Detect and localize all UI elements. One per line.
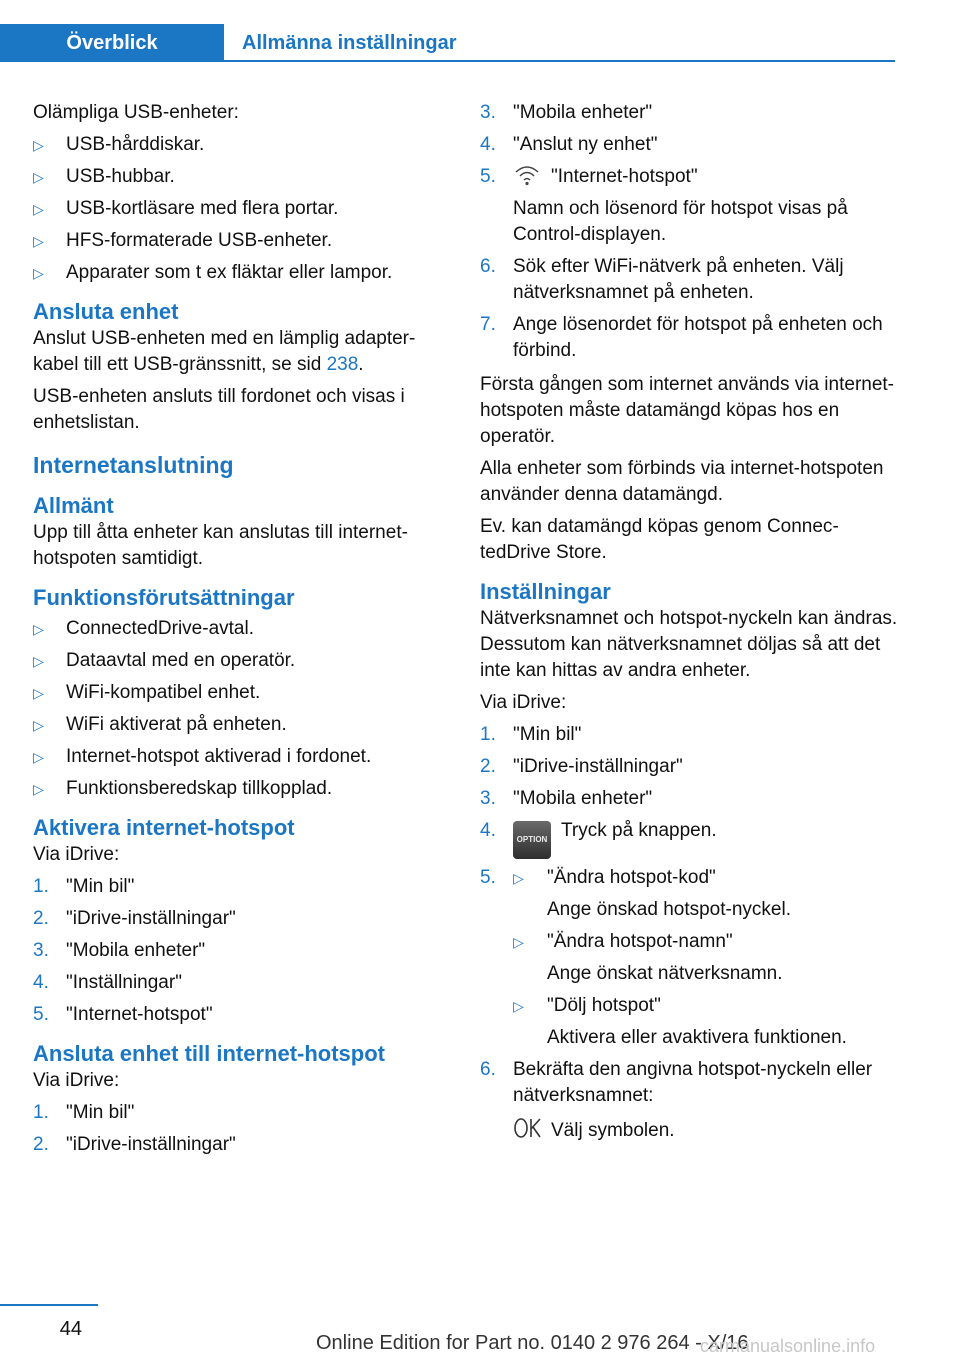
heading-connect-device: Ansluta enhet bbox=[33, 299, 179, 324]
left-column bbox=[33, 100, 443, 1166]
sub-option-description: Ange önskad hotspot-nyckel. bbox=[547, 899, 791, 920]
triangle-bullet-icon: ▷ bbox=[33, 717, 44, 733]
watermark: carmanualsonline.info bbox=[700, 1336, 876, 1356]
list-item: ▷ Apparater som t ex fläktar eller lampor. bbox=[33, 260, 443, 286]
step-item: 3. "Mobila enheter" bbox=[480, 102, 653, 123]
settings-via: Via iDrive: bbox=[480, 692, 567, 713]
list-item: ▷ Funktionsberedskap tillkopplad. bbox=[33, 776, 443, 802]
heading-connect-to-hotspot: Ansluta enhet till internet-hotspot bbox=[33, 1041, 385, 1066]
store-paragraph: Ev. kan datamängd köpas genom ConnectedDrive Store. bbox=[480, 516, 839, 563]
heading-settings: Inställningar bbox=[480, 579, 611, 604]
step-item: 1. "Min bil" bbox=[33, 1102, 135, 1123]
heading-general: Allmänt bbox=[33, 493, 114, 518]
list-item: ▷ WiFi aktiverat på enheten. bbox=[33, 712, 443, 738]
list-item: ▷ Dataavtal med en operatör. bbox=[33, 648, 443, 674]
connect-paragraph-2: USB-enheten ansluts till fordonet och visas i enhetslistan. bbox=[33, 386, 405, 433]
sub-option-description: Ange önskat nätverksnamn. bbox=[547, 963, 783, 984]
triangle-bullet-icon: ▷ bbox=[33, 233, 44, 249]
step-item: 2. "iDrive-inställningar" bbox=[480, 756, 683, 777]
activate-via: Via iDrive: bbox=[33, 844, 120, 865]
unsuitable-list bbox=[33, 132, 443, 286]
step-item: 6. Bekräfta den angivna hotspot-nyckeln eller nätverksnamnet: Välj symbolen. bbox=[480, 1057, 898, 1144]
list-item: ▷ USB-hubbar. bbox=[33, 164, 443, 190]
step-item: 4. "Inställningar" bbox=[33, 972, 182, 993]
triangle-bullet-icon: ▷ bbox=[33, 749, 44, 765]
step-item: 3. "Mobila enheter" bbox=[33, 940, 206, 961]
list-item: ▷ USB-kortläsare med flera portar. bbox=[33, 196, 443, 222]
triangle-bullet-icon: ▷ bbox=[33, 685, 44, 701]
settings-steps bbox=[480, 722, 898, 1144]
page-number: 44 bbox=[59, 1318, 82, 1340]
step-item: 3. "Mobila enheter" bbox=[480, 788, 653, 809]
general-paragraph: Upp till åtta enheter kan anslutas till internethotspoten samtidigt. bbox=[33, 522, 408, 569]
triangle-bullet-icon: ▷ bbox=[33, 137, 44, 153]
heading-internet-connection: Internetanslutning bbox=[33, 452, 234, 478]
sub-options-list bbox=[513, 865, 898, 1051]
footer-rule bbox=[0, 1304, 98, 1306]
triangle-bullet-icon: ▷ bbox=[33, 653, 44, 669]
step-description: Välj symbolen. bbox=[513, 1117, 898, 1144]
step-item: 1. "Min bil" bbox=[480, 724, 582, 745]
step-item: 1. "Min bil" bbox=[33, 876, 135, 897]
step-item: 5. "Internet-hotspot" Namn och lösenord för hotspot visas på Control-displayen. bbox=[480, 164, 898, 248]
activate-steps bbox=[33, 874, 443, 1028]
edition-note: Online Edition for Part no. 0140 2 976 264 - X/16 bbox=[316, 1332, 749, 1354]
sub-option: ▷ "Dölj hotspot" Aktivera eller avaktivera funktionen. bbox=[513, 993, 898, 1051]
triangle-bullet-icon: ▷ bbox=[513, 998, 524, 1014]
sub-option-description: Aktivera eller avaktivera funktionen. bbox=[547, 1027, 847, 1048]
step-description: Namn och lösenord för hotspot visas på Control-displayen. bbox=[513, 198, 848, 245]
step-item: 4. OPTION Tryck på knappen. bbox=[480, 818, 898, 859]
connect-hotspot-steps bbox=[33, 1100, 443, 1158]
list-item: ▷ WiFi-kompatibel enhet. bbox=[33, 680, 443, 706]
wifi-hotspot-icon bbox=[513, 164, 541, 186]
heading-activate-hotspot: Aktivera internet-hotspot bbox=[33, 815, 295, 840]
header-tabs bbox=[0, 24, 895, 62]
triangle-bullet-icon: ▷ bbox=[33, 169, 44, 185]
sub-option: ▷ "Ändra hotspot-kod" Ange önskad hotspot-nyckel. bbox=[513, 865, 898, 923]
tab-general-settings[interactable]: Allmänna inställningar bbox=[224, 24, 895, 62]
step-item: 6. Sök efter WiFi-nätverk på enheten. Välj nätverksnamnet på enheten. bbox=[480, 256, 844, 303]
sub-option: ▷ "Ändra hotspot-namn" Ange önskat nätverksnamn. bbox=[513, 929, 898, 987]
data-share-paragraph: Alla enheter som förbinds via internet-hotspoten använder denna datamängd. bbox=[480, 458, 884, 505]
data-purchase-paragraph: Första gången som internet används via internet-hotspoten måste datamängd köpas hos en operatör. bbox=[480, 374, 895, 447]
triangle-bullet-icon: ▷ bbox=[513, 870, 524, 886]
triangle-bullet-icon: ▷ bbox=[33, 781, 44, 797]
connect-paragraph-1: Anslut USB-enheten med en lämplig adapterkabel till ett USB-gränssnitt, se sid 238. bbox=[33, 328, 416, 375]
connect-hotspot-steps-cont bbox=[480, 100, 898, 364]
tab-overview[interactable]: Överblick bbox=[0, 24, 224, 62]
page-link[interactable]: 238 bbox=[326, 354, 359, 375]
settings-paragraph: Nätverksnamnet och hotspot-nyckeln kan ändras. Dessutom kan nätverksnamnet döljas så att det inte kan hittas av andra enheter. bbox=[480, 608, 898, 681]
triangle-bullet-icon: ▷ bbox=[33, 621, 44, 637]
triangle-bullet-icon: ▷ bbox=[33, 201, 44, 217]
list-item: ▷ HFS-formaterade USB-enheter. bbox=[33, 228, 443, 254]
step-item: 5. "Internet-hotspot" bbox=[33, 1004, 213, 1025]
step-item: 2. "iDrive-inställningar" bbox=[33, 908, 236, 929]
heading-requirements: Funktionsförutsättningar bbox=[33, 585, 295, 610]
option-button-icon: OPTION bbox=[513, 821, 551, 859]
triangle-bullet-icon: ▷ bbox=[33, 265, 44, 281]
list-item: ▷ Internet-hotspot aktiverad i fordonet. bbox=[33, 744, 443, 770]
connect-hotspot-via: Via iDrive: bbox=[33, 1070, 120, 1091]
step-item: 7. Ange lösenordet för hotspot på enheten och förbind. bbox=[480, 314, 883, 361]
list-item: ▷ USB-hårddiskar. bbox=[33, 132, 443, 158]
right-column bbox=[480, 100, 898, 1152]
triangle-bullet-icon: ▷ bbox=[513, 934, 524, 950]
unsuitable-intro: Olämpliga USB-enheter: bbox=[33, 102, 239, 123]
step-item: 2. "iDrive-inställningar" bbox=[33, 1134, 236, 1155]
step-item: 4. "Anslut ny enhet" bbox=[480, 134, 658, 155]
step-item: 5. ▷ "Ändra hotspot-kod" Ange önskad hotspot-nyckel. ▷ "Ändra hotspot-namn" Ange önskat nätverksnamn. ▷ "Dölj hotspot" Aktivera eller avaktivera funktionen. bbox=[480, 865, 898, 1051]
requirements-list bbox=[33, 616, 443, 802]
list-item: ▷ ConnectedDrive-avtal. bbox=[33, 616, 443, 642]
ok-icon bbox=[513, 1117, 543, 1139]
